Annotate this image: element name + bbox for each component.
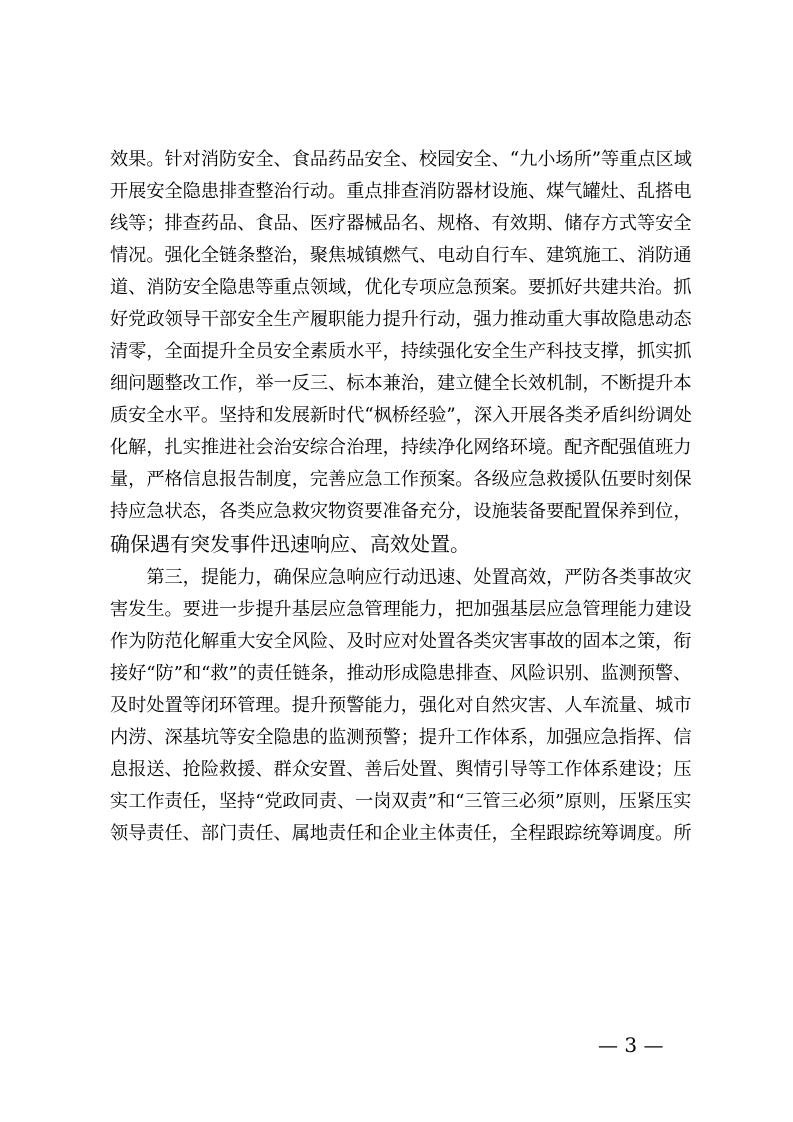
page-number: — 3 — [598, 1033, 664, 1057]
text-line: 实工作责任，坚持“党政同责、一岗双责”和“三管三必须”原则，压紧压实 [110, 791, 692, 812]
text-line: 线等；排查药品、食品、医疗器械品名、规格、有效期、储存方式等安全 [110, 213, 692, 234]
text-line: 确保遇有突发事件迅速响应、高效处置。 [110, 532, 470, 556]
text-line: 细问题整改工作，举一反三、标本兼治，建立健全长效机制，不断提升本 [110, 373, 692, 394]
text-line: 道、消防安全隐患等重点领域，优化专项应急预案。要抓好共建共治。抓 [110, 277, 692, 298]
text-line: 第三，提能力，确保应急响应行动迅速、处置高效，严防各类事故灾 [110, 567, 692, 588]
text-line: 好党政领导干部安全生产履职能力提升行动，强力推动重大事故隐患动态 [110, 309, 692, 330]
text-line: 持应急状态，各类应急救灾物资要准备充分，设施装备要配置保养到位， [110, 501, 692, 522]
paragraph [110, 144, 692, 560]
text-line: 接好“防”和“救”的责任链条，推动形成隐患排查、风险识别、监测预警、 [110, 663, 692, 684]
text-line: 开展安全隐患排查整治行动。重点排查消防器材设施、煤气罐灶、乱搭电 [110, 181, 692, 202]
text-line: 息报送、抢险救援、群众安置、善后处置、舆情引导等工作体系建设；压 [110, 759, 692, 780]
body-text [110, 144, 692, 850]
text-line: 及时处置等闭环管理。提升预警能力，强化对自然灾害、人车流量、城市 [110, 695, 692, 716]
text-line: 清零，全面提升全员安全素质水平，持续强化安全生产科技支撑，抓实抓 [110, 341, 692, 362]
text-line: 领导责任、部门责任、属地责任和企业主体责任，全程跟踪统筹调度。所 [110, 823, 692, 844]
text-line: 害发生。要进一步提升基层应急管理能力，把加强基层应急管理能力建设 [110, 599, 692, 620]
text-line: 质安全水平。坚持和发展新时代“枫桥经验”，深入开展各类矛盾纠纷调处 [110, 405, 692, 426]
text-line: 量，严格信息报告制度，完善应急工作预案。各级应急救援队伍要时刻保 [110, 469, 692, 490]
paragraph [110, 562, 692, 850]
text-line: 内涝、深基坑等安全隐患的监测预警；提升工作体系，加强应急指挥、信 [110, 727, 692, 748]
text-line: 效果。针对消防安全、食品药品安全、校园安全、“九小场所”等重点区域 [110, 149, 692, 170]
text-line: 作为防范化解重大安全风险、及时应对处置各类灾害事故的固本之策，衔 [110, 631, 692, 652]
text-line: 化解，扎实推进社会治安综合治理，持续净化网络环境。配齐配强值班力 [110, 437, 692, 458]
text-line: 情况。强化全链条整治，聚焦城镇燃气、电动自行车、建筑施工、消防通 [110, 245, 692, 266]
